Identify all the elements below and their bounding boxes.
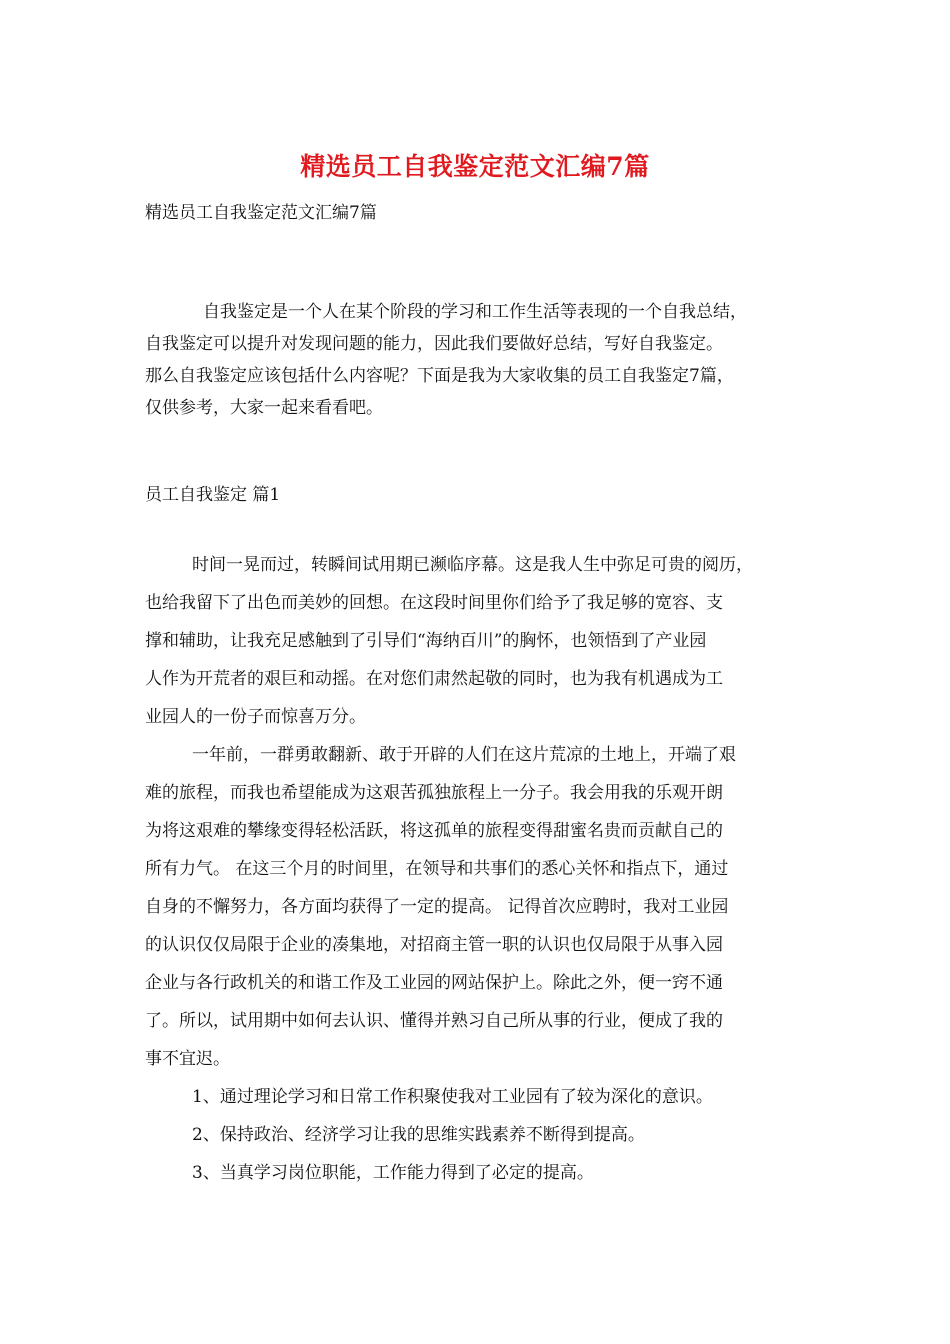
document-title: 精选员工自我鉴定范文汇编7篇 [300, 152, 650, 181]
document-subtitle: 精选员工自我鉴定范文汇编7篇 [145, 203, 377, 223]
body-line: 了。所以，试用期中如何去认识、懂得并熟习自己所从事的行业，便成了我的 [145, 1011, 723, 1031]
intro-line: 仅供参考，大家一起来看看吧。 [145, 398, 383, 418]
body-line: 的认识仅仅局限于企业的凑集地，对招商主管一职的认识也仅局限于从事入园 [145, 935, 723, 955]
body-line: 业园人的一份子而惊喜万分。 [145, 707, 366, 727]
body-line: 企业与各行政机关的和谐工作及工业园的网站保护上。除此之外，便一窍不通 [145, 973, 723, 993]
intro-paragraph [145, 296, 820, 424]
body-line: 所有力气。 在这三个月的时间里，在领导和共事们的悉心关怀和指点下，通过 [145, 859, 729, 879]
body-line: 撑和辅助，让我充足感触到了引导们“海纳百川”的胸怀，也领悟到了产业园 [145, 631, 707, 651]
list-item: 2、保持政治、经济学习让我的思维实践素养不断得到提高。 [192, 1125, 645, 1145]
body-line: 也给我留下了出色而美妙的回想。在这段时间里你们给予了我足够的宽容、支 [145, 593, 723, 613]
body-line: 难的旅程，而我也希望能成为这艰苦孤独旅程上一分子。我会用我的乐观开朗 [145, 783, 723, 803]
list-item: 1、通过理论学习和日常工作积聚使我对工业园有了较为深化的意识。 [192, 1087, 713, 1107]
body-line: 时间一晃而过，转瞬间试用期已濒临序幕。这是我人生中弥足可贵的阅历， [192, 555, 753, 575]
intro-line: 自我鉴定是一个人在某个阶段的学习和工作生活等表现的一个自我总结， [203, 302, 747, 322]
section-heading: 员工自我鉴定 篇1 [145, 485, 281, 505]
body-line: 一年前，一群勇敢翻新、敢于开辟的人们在这片荒凉的土地上，开端了艰 [192, 745, 736, 765]
body-line: 事不宜迟。 [145, 1049, 230, 1069]
body-line: 自身的不懈努力，各方面均获得了一定的提高。 记得首次应聘时，我对工业园 [145, 897, 729, 917]
body-line: 人作为开荒者的艰巨和动摇。在对您们肃然起敬的同时，也为我有机遇成为工 [145, 669, 723, 689]
intro-line: 那么自我鉴定应该包括什么内容呢？下面是我为大家收集的员工自我鉴定7篇， [145, 366, 734, 386]
intro-line: 自我鉴定可以提升对发现问题的能力，因此我们要做好总结，写好自我鉴定。 [145, 334, 723, 354]
section-body [145, 546, 820, 1192]
body-line: 为将这艰难的攀缘变得轻松活跃，将这孤单的旅程变得甜蜜名贵而贡献自己的 [145, 821, 723, 841]
list-item: 3、当真学习岗位职能，工作能力得到了必定的提高。 [192, 1163, 594, 1183]
